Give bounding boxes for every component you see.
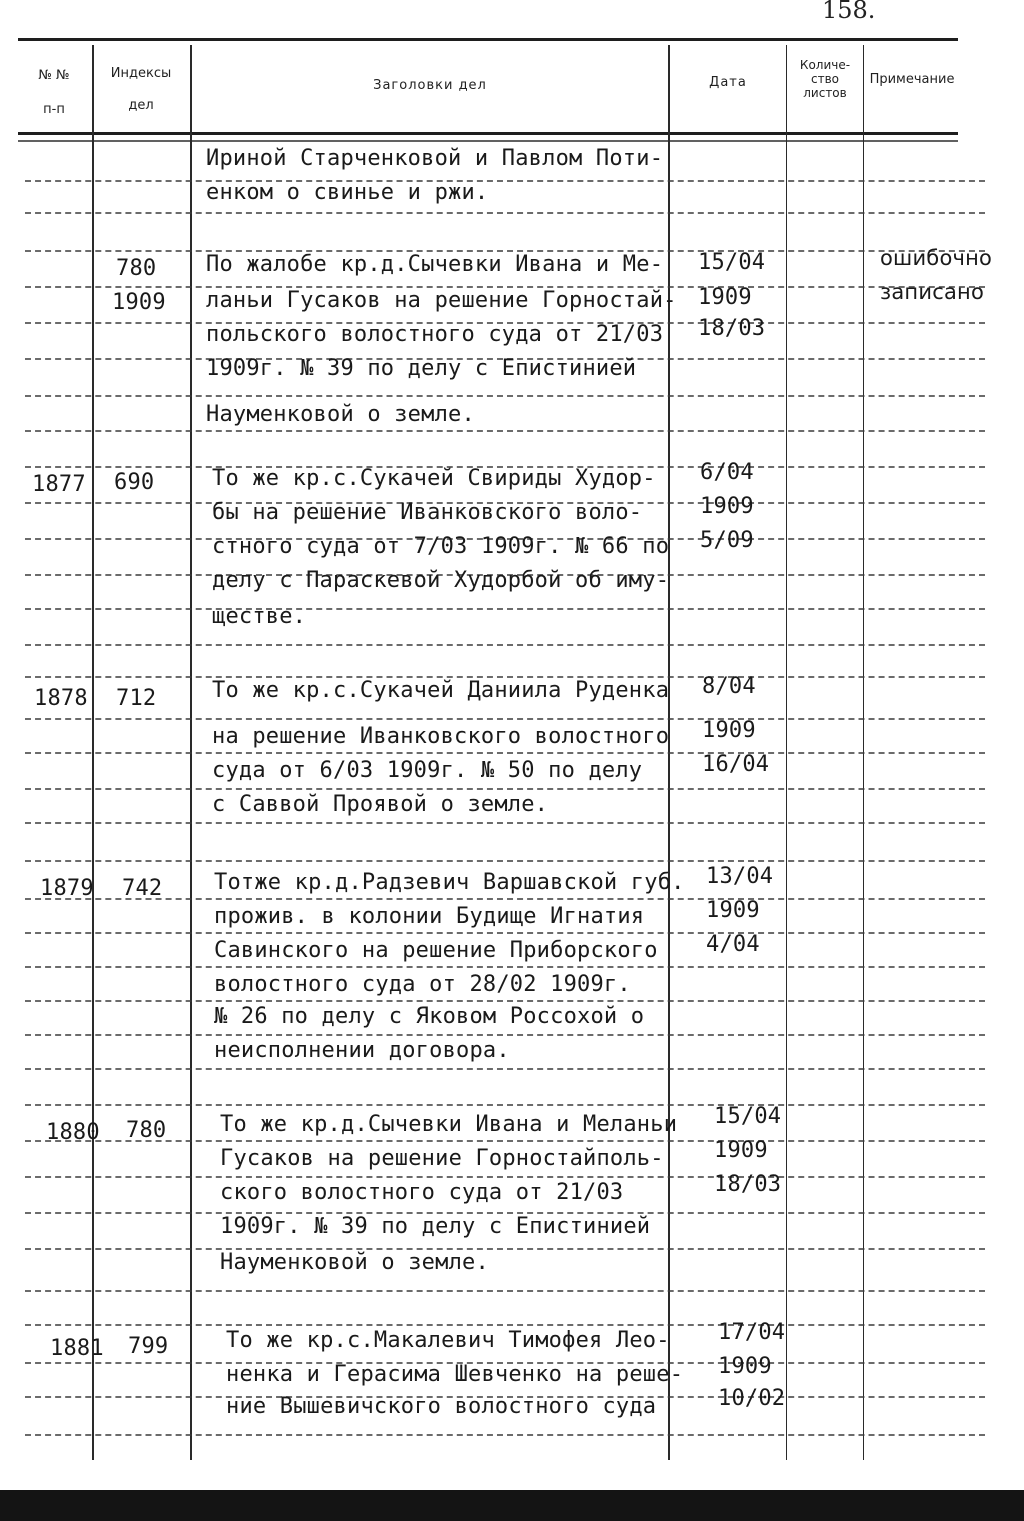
- top-rule: [18, 38, 958, 41]
- entry-title-line: Гусаков на решение Горностайполь-: [220, 1146, 664, 1171]
- entry-title-line: бы на решение Иванковского воло-: [212, 500, 643, 525]
- entry-index: 1909: [112, 290, 166, 315]
- ledger-rule: [25, 430, 985, 432]
- entry-number: 1879: [40, 876, 94, 901]
- header-bottom-rule: [18, 132, 958, 135]
- ledger-rule: [25, 788, 985, 790]
- entry-note: записано: [880, 280, 985, 304]
- header-col-no: № №: [38, 68, 70, 83]
- ledger-rule: [25, 1248, 985, 1250]
- entry-date: 17/04: [718, 1320, 786, 1345]
- entry-number: 1878: [34, 686, 88, 711]
- entry-title-line: То же кр.с.Макалевич Тимофея Лео-: [226, 1328, 670, 1353]
- entry-title-line: № 26 по делу с Яковом Россохой о: [214, 1004, 645, 1029]
- ledger-rule: [25, 608, 985, 610]
- ledger-rule: [25, 1324, 985, 1326]
- entry-date: 15/04: [714, 1104, 782, 1129]
- entry-date: 1909: [718, 1354, 772, 1379]
- entry-title-line: Ириной Старченковой и Павлом Поти-: [206, 146, 664, 171]
- entry-title-line: Савинского на решение Приборского: [214, 938, 658, 963]
- entry-date: 1909: [702, 718, 756, 743]
- entry-title-line: 1909г. № 39 по делу с Епистинией: [220, 1214, 651, 1239]
- ledger-rule: [25, 752, 985, 754]
- header-col-date: Дата: [709, 75, 747, 90]
- entry-date: 6/04: [700, 460, 754, 485]
- ledger-rule: [25, 644, 985, 646]
- entry-index: 690: [114, 470, 155, 495]
- entry-title-line: ненка и Герасима Шевченко на реше-: [226, 1362, 684, 1387]
- ledger-rule: [25, 1034, 985, 1036]
- ledger-rule: [25, 1176, 985, 1178]
- ledger-rule: [25, 718, 985, 720]
- entry-index: 712: [116, 686, 157, 711]
- entry-title-line: То же кр.с.Сукачей Даниила Руденка: [212, 678, 670, 703]
- entry-title-line: на решение Иванковского волостного: [212, 724, 670, 749]
- entry-title-line: прожив. в колонии Будище Игнатия: [214, 904, 645, 929]
- entry-title-line: енком о свинье и ржи.: [206, 180, 489, 205]
- ledger-rule: [25, 1434, 985, 1436]
- ledger-rule: [25, 1068, 985, 1070]
- entry-title-line: стного суда от 7/03 1909г. № 66 по: [212, 534, 670, 559]
- entry-date: 16/04: [702, 752, 770, 777]
- ledger-rule: [25, 898, 985, 900]
- entry-date: 18/03: [714, 1172, 782, 1197]
- header-col-index: Индексы: [110, 66, 172, 81]
- entry-title-line: Науменковой о земле.: [206, 402, 475, 427]
- entry-title-line: ланьи Гусаков на решение Горностай-: [206, 288, 677, 313]
- ledger-rule: [25, 1290, 985, 1292]
- entry-title-line: 1909г. № 39 по делу с Епистинией: [206, 356, 637, 381]
- header-bottom-rule-2: [18, 140, 958, 142]
- ledger-rule: [25, 1000, 985, 1002]
- entry-date: 10/02: [718, 1386, 786, 1411]
- header-col-note: Примечание: [869, 72, 955, 87]
- entry-title-line: с Саввой Проявой о земле.: [212, 792, 549, 817]
- entry-title-line: Тотже кр.д.Радзевич Варшавской губ.: [214, 870, 685, 895]
- entry-note: ошибочно: [880, 246, 993, 270]
- entry-title-line: суда от 6/03 1909г. № 50 по делу: [212, 758, 643, 783]
- entry-date: 13/04: [706, 864, 774, 889]
- entry-title-line: По жалобе кр.д.Сычевки Ивана и Ме-: [206, 252, 664, 277]
- entry-title-line: волостного суда от 28/02 1909г.: [214, 972, 631, 997]
- entry-title-line: польского волостного суда от 21/03: [206, 322, 664, 347]
- entry-index: 742: [122, 876, 163, 901]
- entry-number: 1880: [46, 1120, 100, 1145]
- entry-index: 780: [116, 256, 157, 281]
- header-col-title: Заголовки дел: [373, 78, 487, 93]
- entry-date: 15/04: [698, 250, 766, 275]
- header-col-index-sub: дел: [128, 98, 154, 113]
- ledger-rule: [25, 1104, 985, 1106]
- entry-number: 1877: [32, 472, 86, 497]
- entry-date: 18/03: [698, 316, 766, 341]
- entry-title-line: То же кр.д.Сычевки Ивана и Меланьи: [220, 1112, 678, 1137]
- entry-title-line: ние Вышевичского волостного суда: [226, 1394, 657, 1419]
- entry-date: 5/09: [700, 528, 754, 553]
- header-col-no-sub: п-п: [43, 102, 65, 117]
- entry-index: 799: [128, 1334, 169, 1359]
- ledger-rule: [25, 180, 985, 182]
- entry-date: 1909: [714, 1138, 768, 1163]
- ledger-rule: [25, 822, 985, 824]
- entry-title-line: ского волостного суда от 21/03: [220, 1180, 624, 1205]
- entry-date: 1909: [706, 898, 760, 923]
- entry-number: 1881: [50, 1336, 104, 1361]
- entry-index: 780: [126, 1118, 167, 1143]
- entry-date: 8/04: [702, 674, 756, 699]
- entry-date: 4/04: [706, 932, 760, 957]
- entry-date: 1909: [700, 494, 754, 519]
- scan-bottom-edge: [0, 1490, 1024, 1521]
- entry-title-line: То же кр.с.Сукачей Свириды Худор-: [212, 466, 656, 491]
- ledger-rule: [25, 395, 985, 397]
- ledger-rule: [25, 212, 985, 214]
- header-col-sheets: Количе- ство листов: [799, 58, 851, 100]
- ledger-rule: [25, 932, 985, 934]
- ledger-rule: [25, 966, 985, 968]
- ledger-rule: [25, 860, 985, 862]
- entry-date: 1909: [698, 285, 752, 310]
- entry-title-line: Науменковой о земле.: [220, 1250, 489, 1275]
- entry-title-line: неисполнении договора.: [214, 1038, 510, 1063]
- entry-title-line: ществе.: [212, 604, 307, 629]
- ledger-rule: [25, 1140, 985, 1142]
- page-number: 158.: [822, 0, 876, 24]
- entry-title-line: делу с Параскевой Худорбой об иму-: [212, 568, 670, 593]
